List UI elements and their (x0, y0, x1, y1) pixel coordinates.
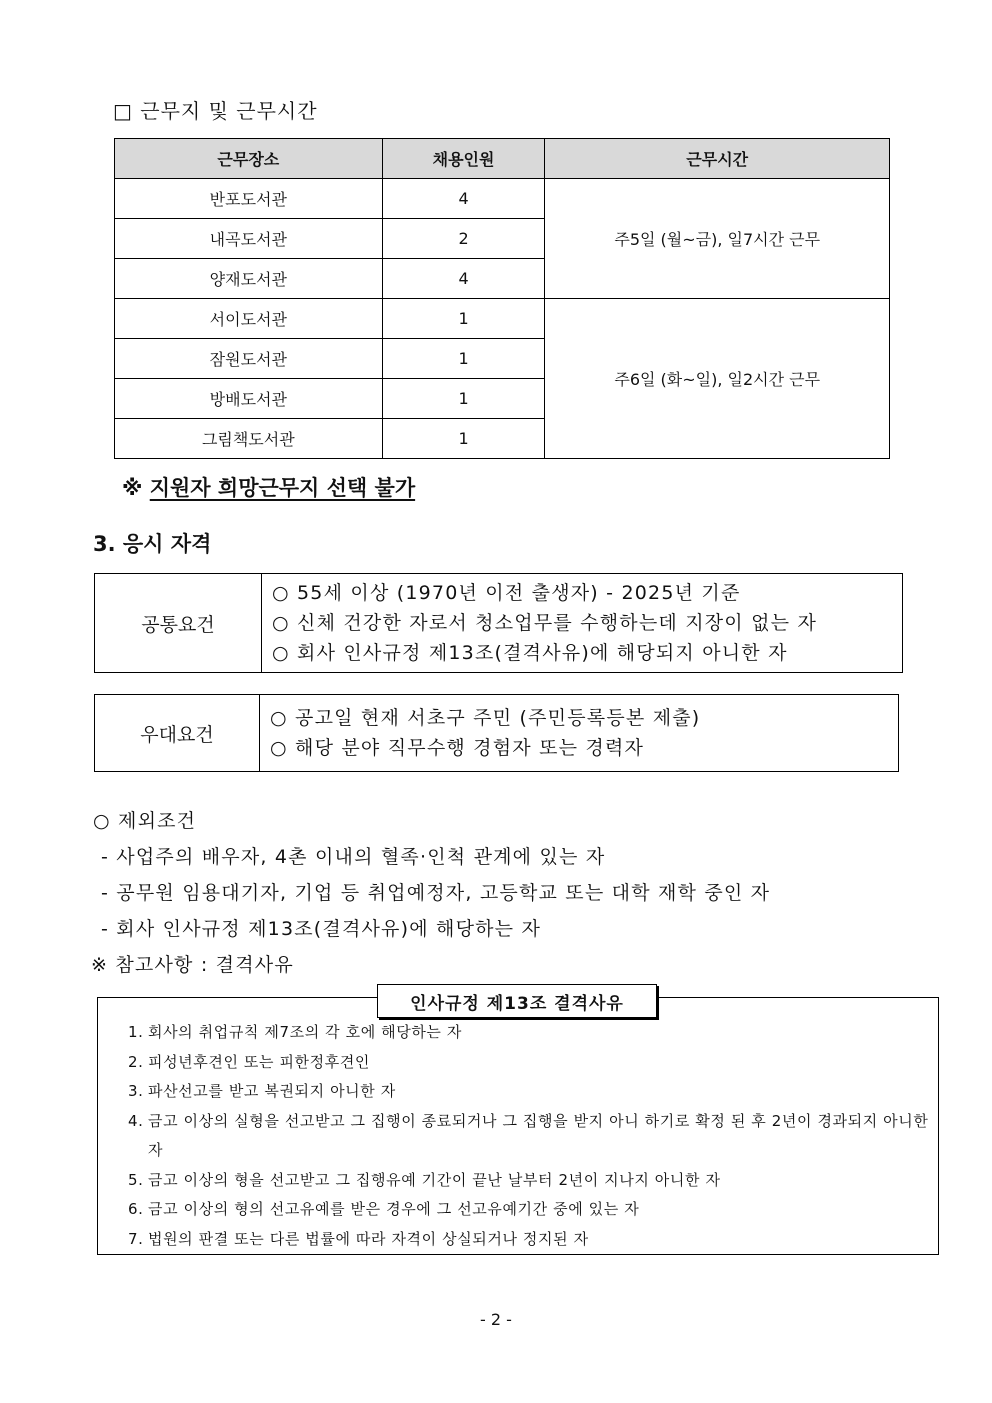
count-cell: 4 (382, 259, 545, 299)
count-cell: 2 (382, 219, 545, 259)
note-text: 지원자 희망근무지 선택 불가 (149, 476, 416, 500)
common-requirements-box (94, 573, 903, 673)
exclusion-item: - 사업주의 배우자, 4촌 이내의 혈족·인척 관계에 있는 자 (101, 846, 606, 868)
item-text: 법원의 판결 또는 다른 법률에 따라 자격이 상실되거나 정지된 자 (148, 1229, 589, 1248)
count-cell: 1 (382, 419, 545, 459)
count-cell: 1 (382, 299, 545, 339)
place-cell: 양재도서관 (115, 259, 383, 299)
place-cell: 반포도서관 (115, 179, 383, 219)
disqualification-title: 인사규정 제13조 결격사유 (377, 984, 657, 1018)
list-item (128, 1018, 933, 1048)
place-cell: 내곡도서관 (115, 219, 383, 259)
count-cell: 1 (382, 339, 545, 379)
list-item (128, 1048, 933, 1078)
exclusion-item: - 회사 인사규정 제13조(결격사유)에 해당하는 자 (101, 918, 542, 940)
qualification-heading: 3. 응시 자격 (93, 532, 212, 556)
item-text: 피성년후견인 또는 피한정후견인 (148, 1052, 370, 1071)
item-text: 금고 이상의 형을 선고받고 그 집행유예 기간이 끝난 날부터 2년이 지나지 아니한 자 (148, 1170, 721, 1189)
requirement-item: ○ 공고일 현재 서초구 주민 (주민등록등본 제출) (270, 707, 701, 729)
hours-cell-group-1: 주5일 (월~금), 일7시간 근무 (545, 179, 890, 299)
item-text: 금고 이상의 형의 선고유예를 받은 경우에 그 선고유예기간 중에 있는 자 (148, 1200, 640, 1218)
list-item (128, 1195, 933, 1225)
requirement-item: ○ 회사 인사규정 제13조(결격사유)에 해당되지 아니한 자 (272, 642, 788, 664)
table-row (115, 179, 890, 219)
item-number: 7. (128, 1229, 144, 1248)
item-number: 6. (128, 1200, 144, 1218)
place-cell: 잠원도서관 (115, 339, 383, 379)
header-place: 근무장소 (115, 139, 383, 179)
table-header-row (115, 139, 890, 179)
workplace-section-heading: □ 근무지 및 근무시간 (113, 99, 318, 123)
item-number: 4. (128, 1111, 144, 1130)
requirement-item: ○ 해당 분야 직무수행 경험자 또는 경력자 (270, 737, 645, 759)
preferred-requirements-box (94, 694, 899, 772)
common-requirements-label: 공통요건 (95, 574, 262, 672)
preferred-requirements-label: 우대요건 (95, 695, 260, 771)
workplace-note (122, 472, 415, 502)
disqualification-list (128, 1018, 933, 1254)
reference-label: ※ 참고사항 : 결격사유 (91, 954, 294, 976)
header-hours: 근무시간 (545, 139, 890, 179)
place-cell: 그림책도서관 (115, 419, 383, 459)
count-cell: 1 (382, 379, 545, 419)
hours-cell-group-2: 주6일 (화~일), 일2시간 근무 (545, 299, 890, 459)
page-number: - 2 - (480, 1310, 512, 1329)
header-count: 채용인원 (382, 139, 545, 179)
item-number: 5. (128, 1170, 144, 1189)
list-item (128, 1225, 933, 1255)
item-text: 금고 이상의 실형을 선고받고 그 집행이 종료되거나 그 집행을 받지 아니 하기로 확정 된 후 2년이 경과되지 아니한 자 (148, 1111, 929, 1159)
list-item (128, 1166, 933, 1196)
list-item (128, 1107, 933, 1166)
exclusion-heading: ○ 제외조건 (93, 810, 197, 832)
list-item (128, 1077, 933, 1107)
place-cell: 서이도서관 (115, 299, 383, 339)
count-cell: 4 (382, 179, 545, 219)
preferred-requirements-list (260, 695, 700, 771)
common-requirements-list (262, 574, 817, 672)
item-text: 파산선고를 받고 복권되지 아니한 자 (148, 1082, 396, 1100)
requirement-item: ○ 신체 건강한 자로서 청소업무를 수행하는데 지장이 없는 자 (272, 612, 817, 634)
item-number: 3. (128, 1082, 144, 1100)
note-mark: ※ (122, 476, 143, 500)
workplace-table (114, 138, 890, 459)
table-row (115, 299, 890, 339)
exclusion-item: - 공무원 임용대기자, 기업 등 취업예정자, 고등학교 또는 대학 재학 중인 자 (101, 882, 771, 904)
item-number: 2. (128, 1052, 144, 1071)
item-number: 1. (128, 1023, 144, 1041)
place-cell: 방배도서관 (115, 379, 383, 419)
requirement-item: ○ 55세 이상 (1970년 이전 출생자) - 2025년 기준 (272, 582, 741, 604)
item-text: 회사의 취업규칙 제7조의 각 호에 해당하는 자 (148, 1023, 462, 1041)
